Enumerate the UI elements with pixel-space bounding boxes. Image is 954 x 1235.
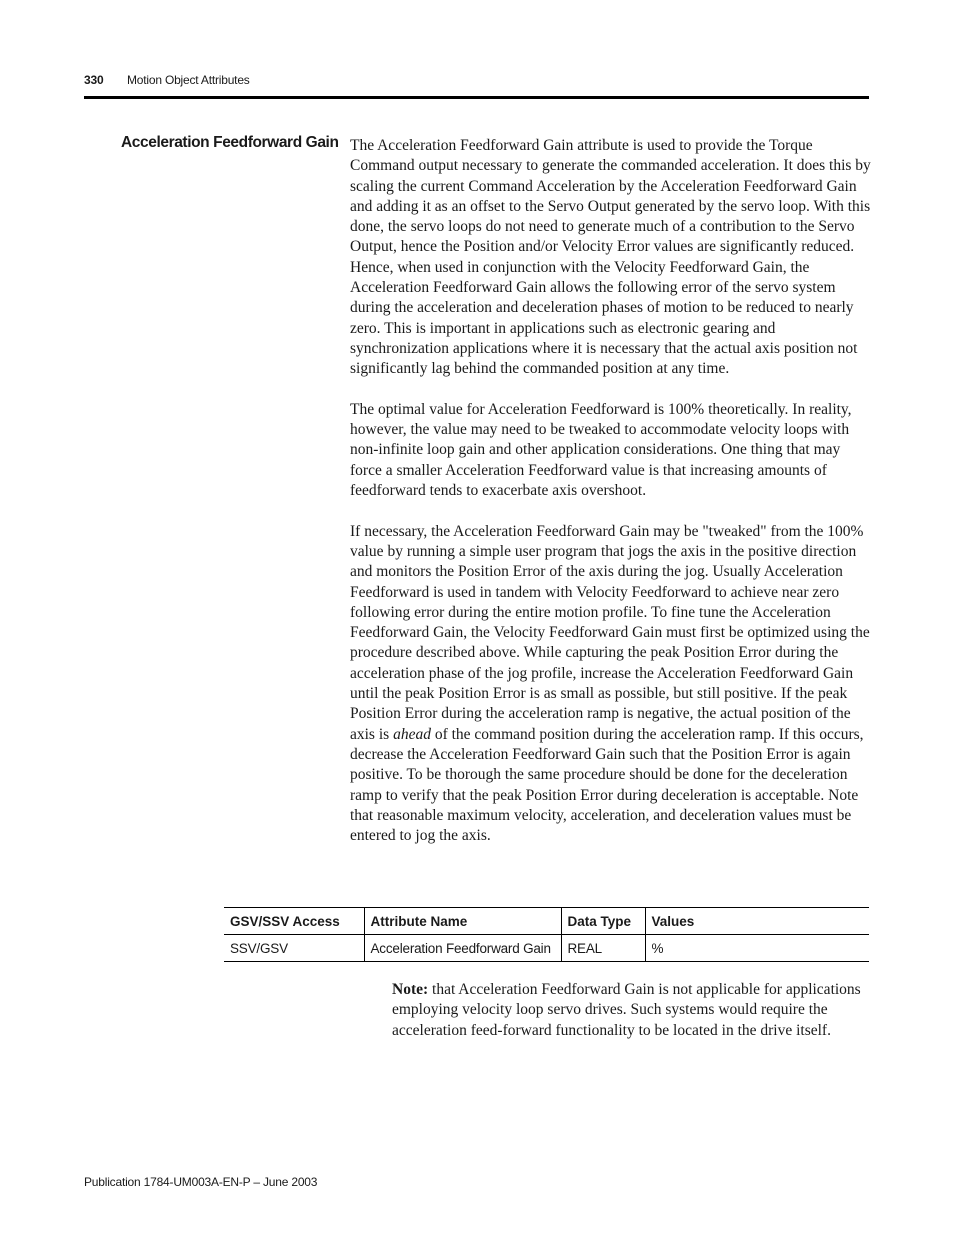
body-paragraph: The optimal value for Acceleration Feedforward is 100% theoretically. In reality, however, the value may need to be tweaked to accommodate velocity loops with non-infinite loop gain and other application considerations. One thing that may force a smaller Acceleration Feedforward value is that increasing amounts of feedforward tends to exacerbate axis overshoot. [350, 400, 852, 500]
table-cell: % [645, 935, 869, 962]
header-rule [84, 96, 869, 99]
table-cell: SSV/GSV [224, 935, 364, 962]
section-heading: Acceleration Feedforward Gain [121, 134, 339, 151]
emphasis-text: ahead [393, 725, 431, 743]
note-block [392, 980, 872, 1041]
body-paragraph [350, 522, 872, 847]
table-row [224, 935, 869, 962]
table-cell: REAL [561, 935, 645, 962]
running-title: Motion Object Attributes [127, 73, 250, 87]
column-header: GSV/SSV Access [224, 908, 364, 935]
page-header [84, 73, 250, 87]
table-cell: Acceleration Feedforward Gain [364, 935, 561, 962]
column-header: Values [645, 908, 869, 935]
attribute-table [224, 907, 869, 962]
page-number: 330 [84, 73, 104, 87]
column-header: Attribute Name [364, 908, 561, 935]
paragraph-text: of the command position during the acceleration ramp. If this occurs, decrease the Acceleration Feedforward Gain such that the Position Error is again positive. To be thorough the same procedure should be done for the deceleration ramp to verify that the peak Position Error during deceleration is acceptable. Note that reasonable maximum velocity, acceleration, and deceleration values must be entered to jog the axis. [350, 725, 864, 845]
section-body [350, 136, 872, 867]
page-footer: Publication 1784-UM003A-EN-P – June 2003 [84, 1175, 318, 1189]
note-text: that Acceleration Feedforward Gain is not applicable for applications employing velocity loop servo drives. Such systems would require the acceleration feed-forward functionality to be located in the drive itself. [392, 981, 861, 1039]
column-header: Data Type [561, 908, 645, 935]
body-paragraph: The Acceleration Feedforward Gain attribute is used to provide the Torque Command output necessary to generate the commanded acceleration. It does this by scaling the current Command Acceleration by the Acceleration Feedforward Gain and adding it as an offset to the Servo Output generated by the servo loop. With this done, the servo loops do not need to generate much of a contribution to the Servo Output, hence the Position and/or Velocity Error values are significantly reduced. Hence, when used in conjunction with the Velocity Feedforward Gain, the Acceleration Feedforward Gain allows the following error of the servo system during the acceleration and deceleration phases of motion to be reduced to nearly zero. This is important in applications such as electronic gearing and synchronization applications where it is necessary that the actual axis position not significantly lag behind the commanded position at any time. [350, 137, 871, 378]
paragraph-text: If necessary, the Acceleration Feedforward Gain may be "tweaked" from the 100% value by running a simple user program that jogs the axis in the positive direction and monitors the Position Error of the axis during the jog. Usually Acceleration Feedforward is used in tandem with Velocity Feedforward to achieve near zero following error during the entire motion profile. To fine tune the Acceleration Feedforward Gain, the Velocity Feedforward Gain must first be optimized using the procedure described above. While capturing the peak Position Error during the acceleration phase of the jog profile, increase the Acceleration Feedforward Gain until the peak Position Error is as small as possible, but still positive. If the peak Position Error during the acceleration ramp is negative, the actual position of the axis is [350, 522, 870, 743]
note-label: Note: [392, 981, 429, 998]
table-header-row [224, 908, 869, 935]
